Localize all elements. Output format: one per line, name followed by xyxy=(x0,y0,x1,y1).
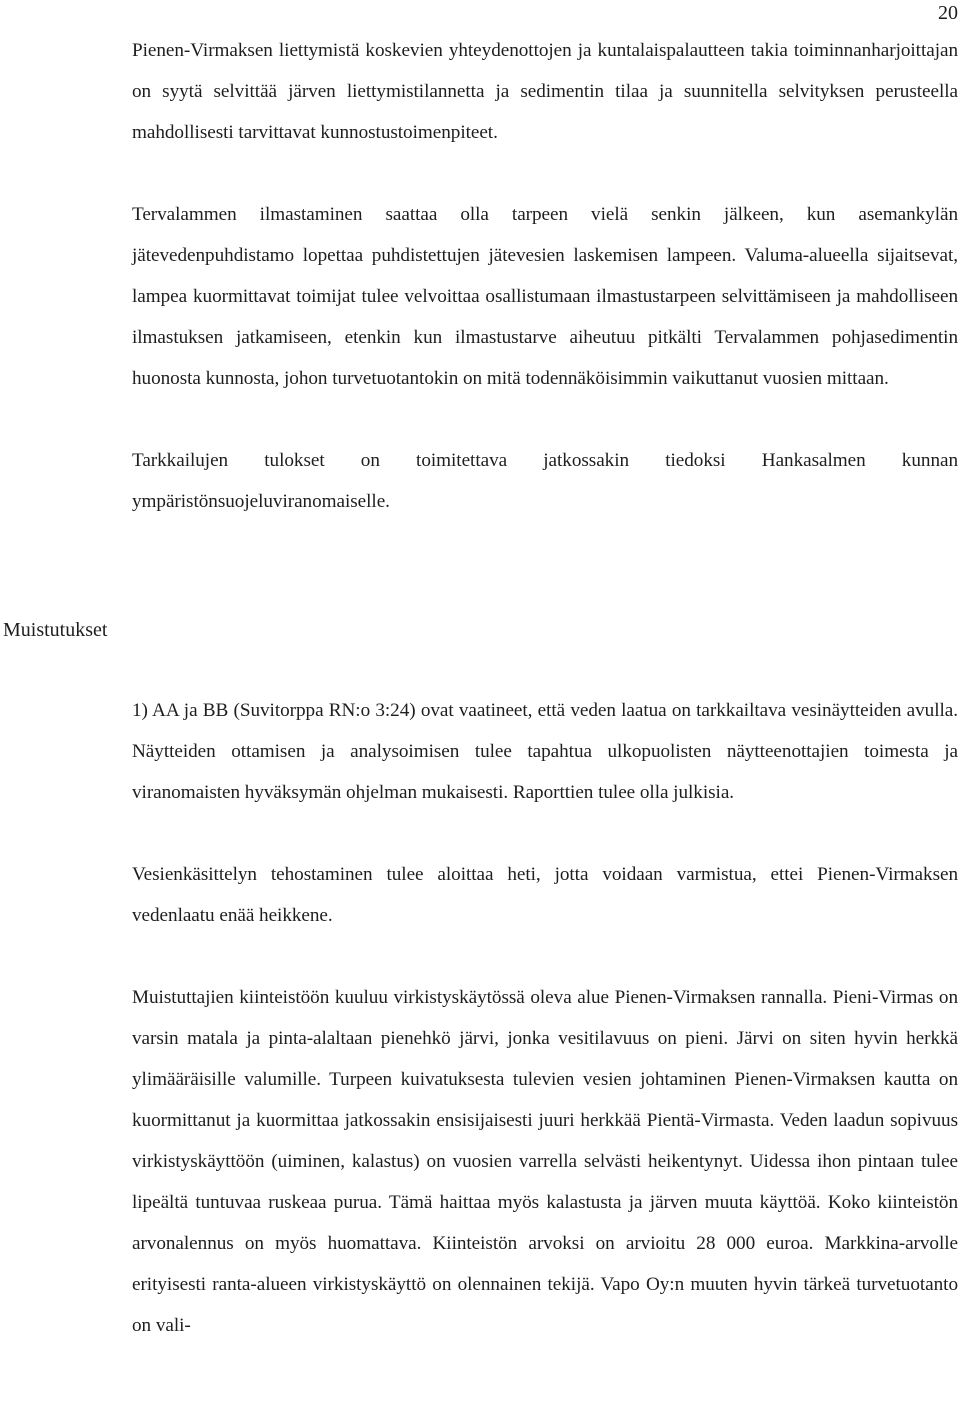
document-body-muistutukset xyxy=(132,690,958,1346)
document-body-top xyxy=(132,30,958,522)
paragraph-muistutus-1: 1) AA ja BB (Suvitorppa RN:o 3:24) ovat vaatineet, että veden laatua on tarkkailtava vesinäytteiden avulla. Näytteiden ottamisen ja analysoimisen tulee tapahtua ulkopuolisten näytteenottajien toimesta ja viranomaisten hyväksymän ohjelman mukaisesti. Raporttien tulee olla julkisia. xyxy=(132,700,958,803)
paragraph-vesienkasittely: Vesienkäsittelyn tehostaminen tulee aloittaa heti, jotta voidaan varmistua, ettei Pienen-Virmaksen vedenlaatu enää heikkene. xyxy=(132,864,958,926)
paragraph-kiinteisto: Muistuttajien kiinteistöön kuuluu virkistyskäytössä oleva alue Pienen-Virmaksen rannalla. Pieni-Virmas on varsin matala ja pinta-alaltaan pienehkö järvi, jonka vesitilavuus on pieni. Järvi on siten hyvin herkkä ylimääräisille valumille. Turpeen kuivatuksesta tulevien vesien johtaminen Pienen-Virmaksen kautta on kuormittanut ja kuormittaa jatkossakin ensisijaisesti juuri herkkää Pientä-Virmasta. Veden laadun sopivuus virkistyskäyttöön (uiminen, kalastus) on vuosien varrella selvästi heikentynyt. Uidessa ihon pintaan tulee lipeältä tuntuvaa ruskeaa purua. Tämä haittaa myös kalastusta ja järven muuta käyttöä. Koko kiinteistön arvonalennus on myös huomattava. Kiinteistön arvoksi on arvioitu 28 000 euroa. Markkina-arvolle erityisesti ranta-alueen virkistyskäyttö on olennainen tekijä. Vapo Oy:n muuten hyvin tärkeä turvetuotanto on vali- xyxy=(132,987,958,1336)
page-number: 20 xyxy=(938,2,958,24)
paragraph-tarkkailut: Tarkkailujen tulokset on toimitettava jatkossakin tiedoksi Hankasalmen kunnan ympäristönsuojeluviranomaiselle. xyxy=(132,450,958,512)
paragraph-tervalampi: Tervalammen ilmastaminen saattaa olla tarpeen vielä senkin jälkeen, kun asemankylän jätevedenpuhdistamo lopettaa puhdistettujen jätevesien laskemisen lampeen. Valuma-alueella sijaitsevat, lampea kuormittavat toimijat tulee velvoittaa osallistumaan ilmastustarpeen selvittämiseen ja mahdolliseen ilmastuksen jatkamiseen, etenkin kun ilmastustarve aiheutuu pitkälti Tervalammen pohjasedimentin huonosta kunnosta, johon turvetuotantokin on mitä todennäköisimmin vaikuttanut vuosien mittaan. xyxy=(132,204,958,389)
paragraph-sedimentti: Pienen-Virmaksen liettymistä koskevien yhteydenottojen ja kuntalaispalautteen takia toiminnanharjoittajan on syytä selvittää järven liettymistilannetta ja sedimentin tilaa ja suunnitella selvityksen perusteella mahdollisesti tarvittavat kunnostustoimenpiteet. xyxy=(132,40,958,143)
section-heading-muistutukset: Muistutukset xyxy=(3,619,108,641)
